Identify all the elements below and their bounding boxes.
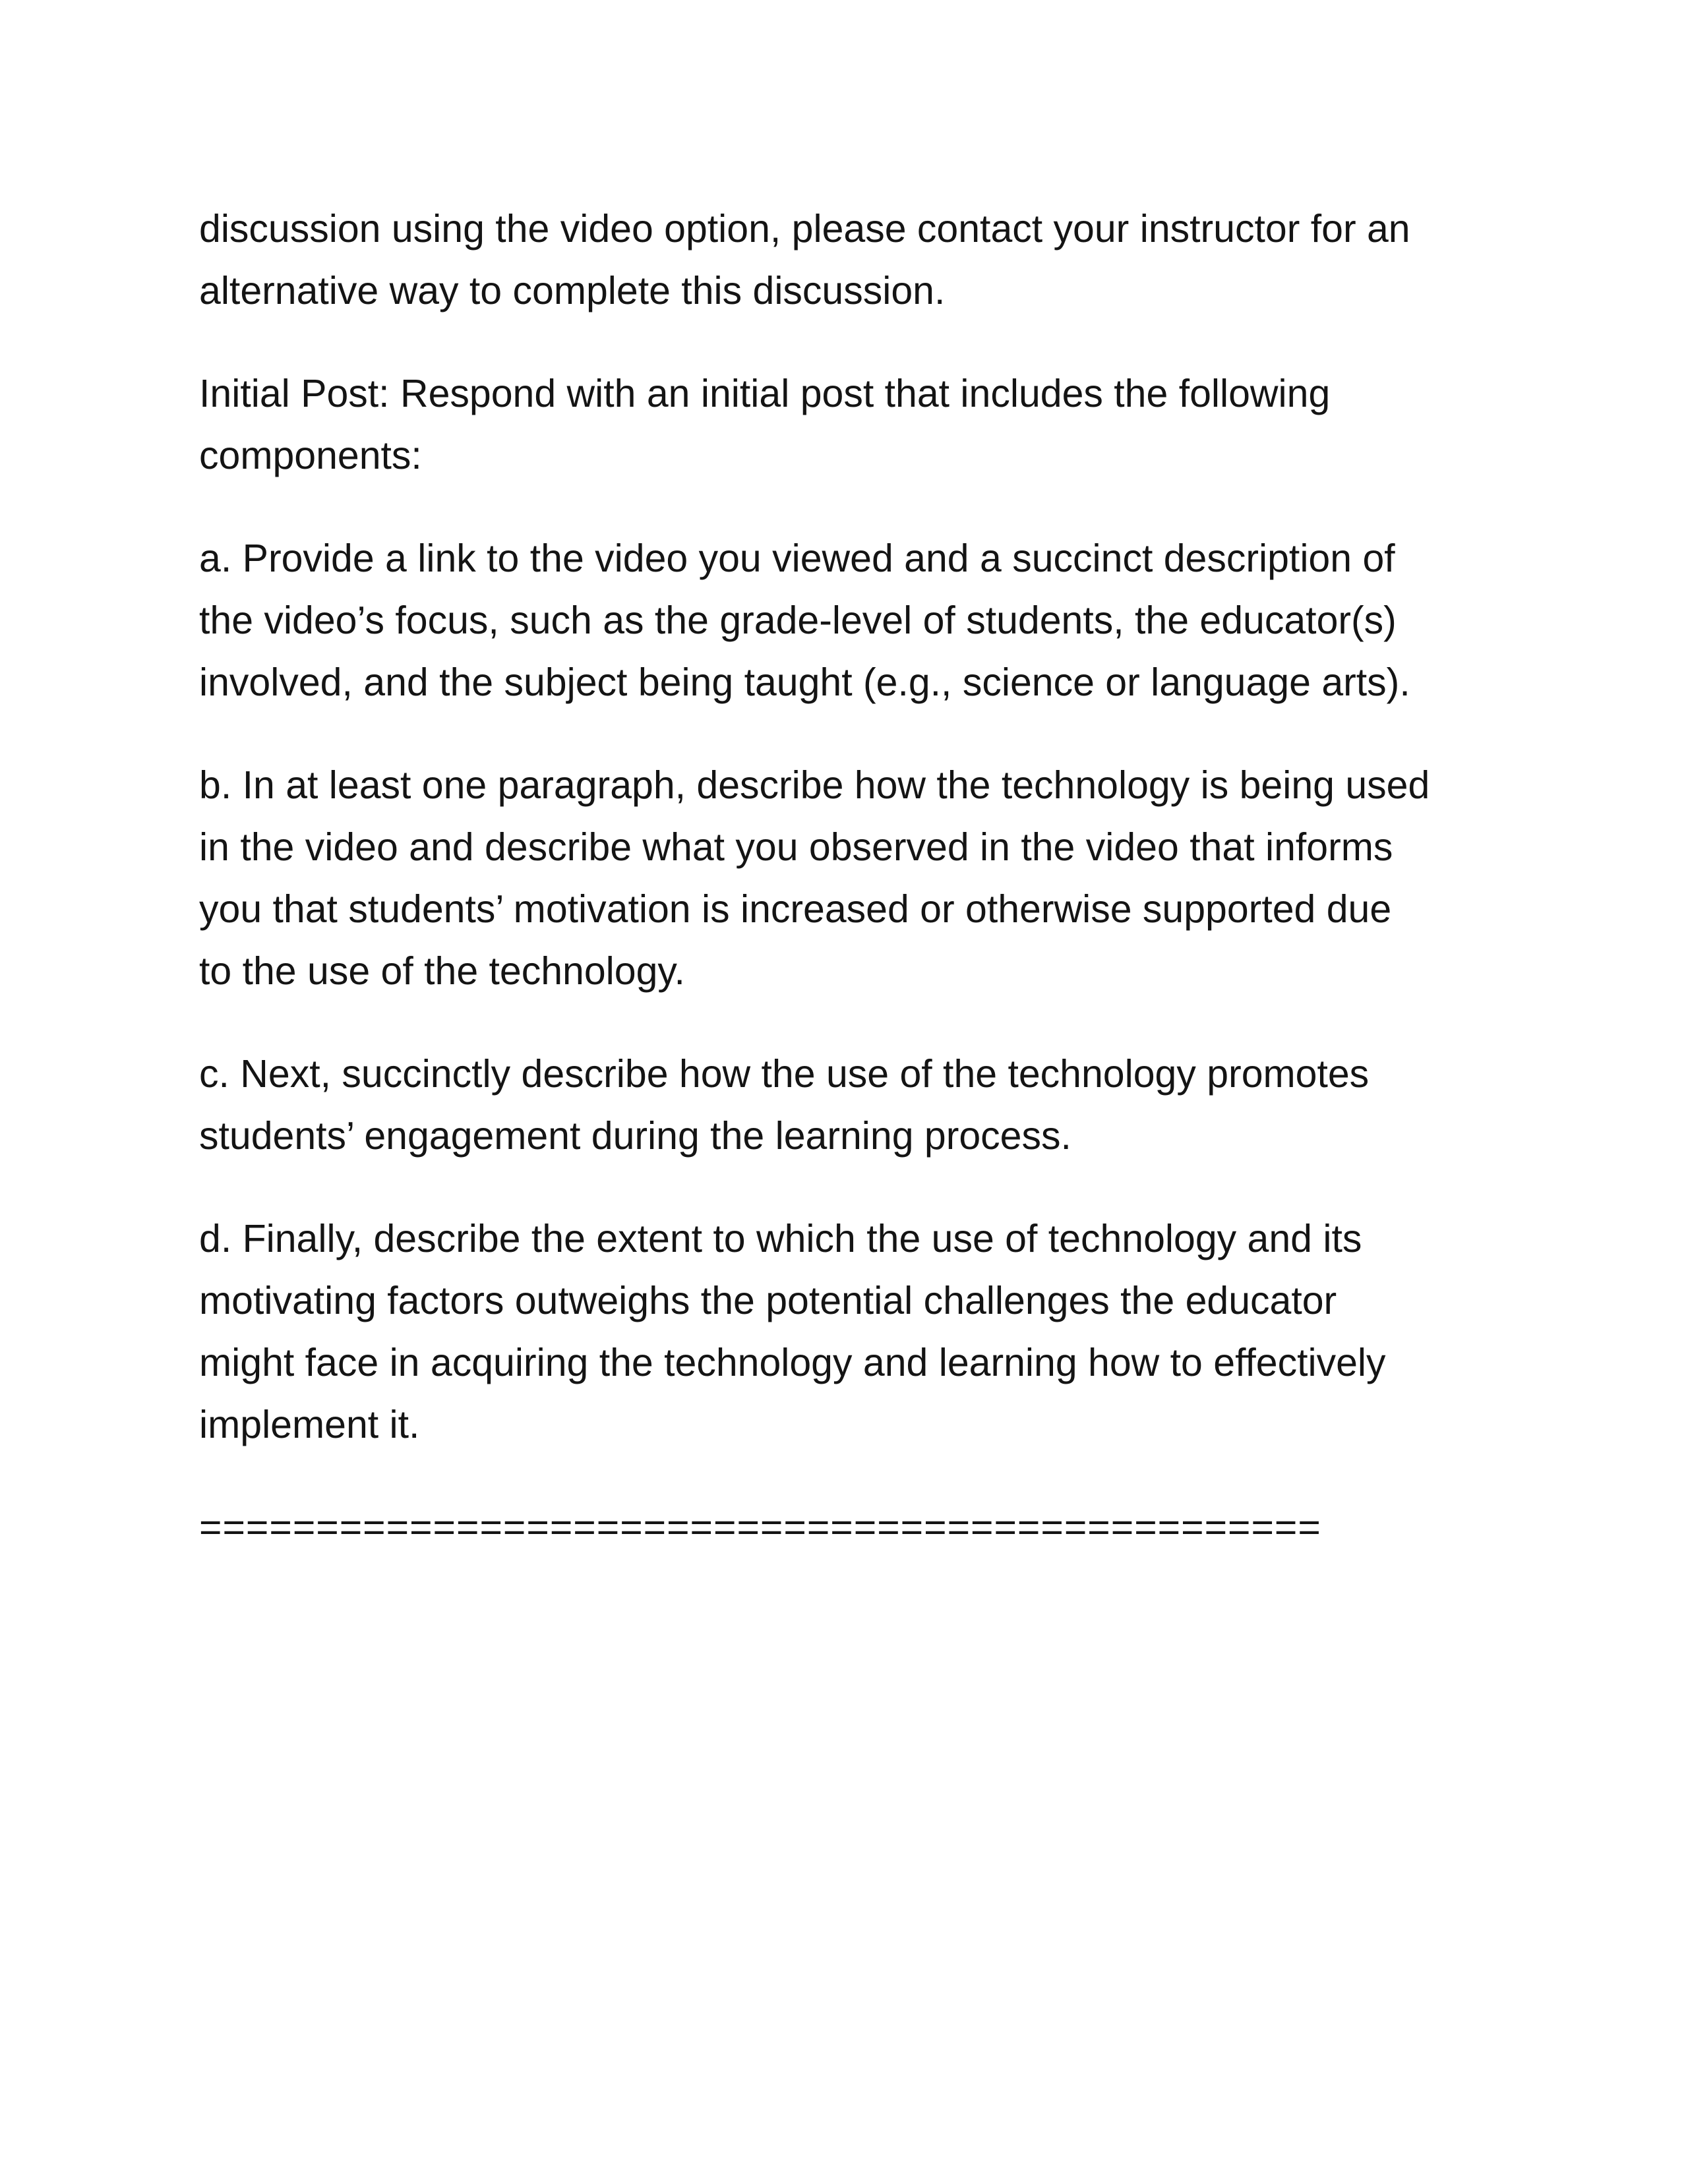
- text-line: motivating factors outweighs the potential challenges the educator: [199, 1279, 1337, 1322]
- text-line: implement it.: [199, 1403, 420, 1446]
- paragraph-initial-post: [199, 363, 1518, 487]
- text-line: you that students’ motivation is increased or otherwise supported due: [199, 887, 1392, 931]
- text-line: a. Provide a link to the video you viewed and a succinct description of: [199, 537, 1395, 580]
- text-line: d. Finally, describe the extent to which the use of technology and its: [199, 1217, 1362, 1260]
- text-line: involved, and the subject being taught (e.g., science or language arts).: [199, 661, 1410, 704]
- document-body: [199, 198, 1518, 1558]
- separator-line: ================================================: [199, 1506, 1321, 1549]
- text-line: Initial Post: Respond with an initial post that includes the following: [199, 372, 1331, 415]
- text-line: might face in acquiring the technology and learning how to effectively: [199, 1341, 1386, 1384]
- text-line: discussion using the video option, please contact your instructor for an: [199, 207, 1410, 251]
- paragraph-item-d: [199, 1208, 1518, 1456]
- text-line: components:: [199, 434, 422, 477]
- text-line: b. In at least one paragraph, describe how the technology is being used: [199, 763, 1430, 807]
- text-line: alternative way to complete this discussion.: [199, 269, 946, 312]
- text-line: students’ engagement during the learning process.: [199, 1114, 1071, 1158]
- text-line: to the use of the technology.: [199, 949, 685, 993]
- text-line: in the video and describe what you observed in the video that informs: [199, 825, 1393, 869]
- paragraph-intro-continued: [199, 198, 1518, 322]
- text-line: c. Next, succinctly describe how the use of the technology promotes: [199, 1052, 1370, 1096]
- paragraph-item-a: [199, 527, 1518, 713]
- text-line: the video’s focus, such as the grade-level of students, the educator(s): [199, 599, 1397, 642]
- paragraph-item-b: [199, 754, 1518, 1002]
- paragraph-item-c: [199, 1043, 1518, 1167]
